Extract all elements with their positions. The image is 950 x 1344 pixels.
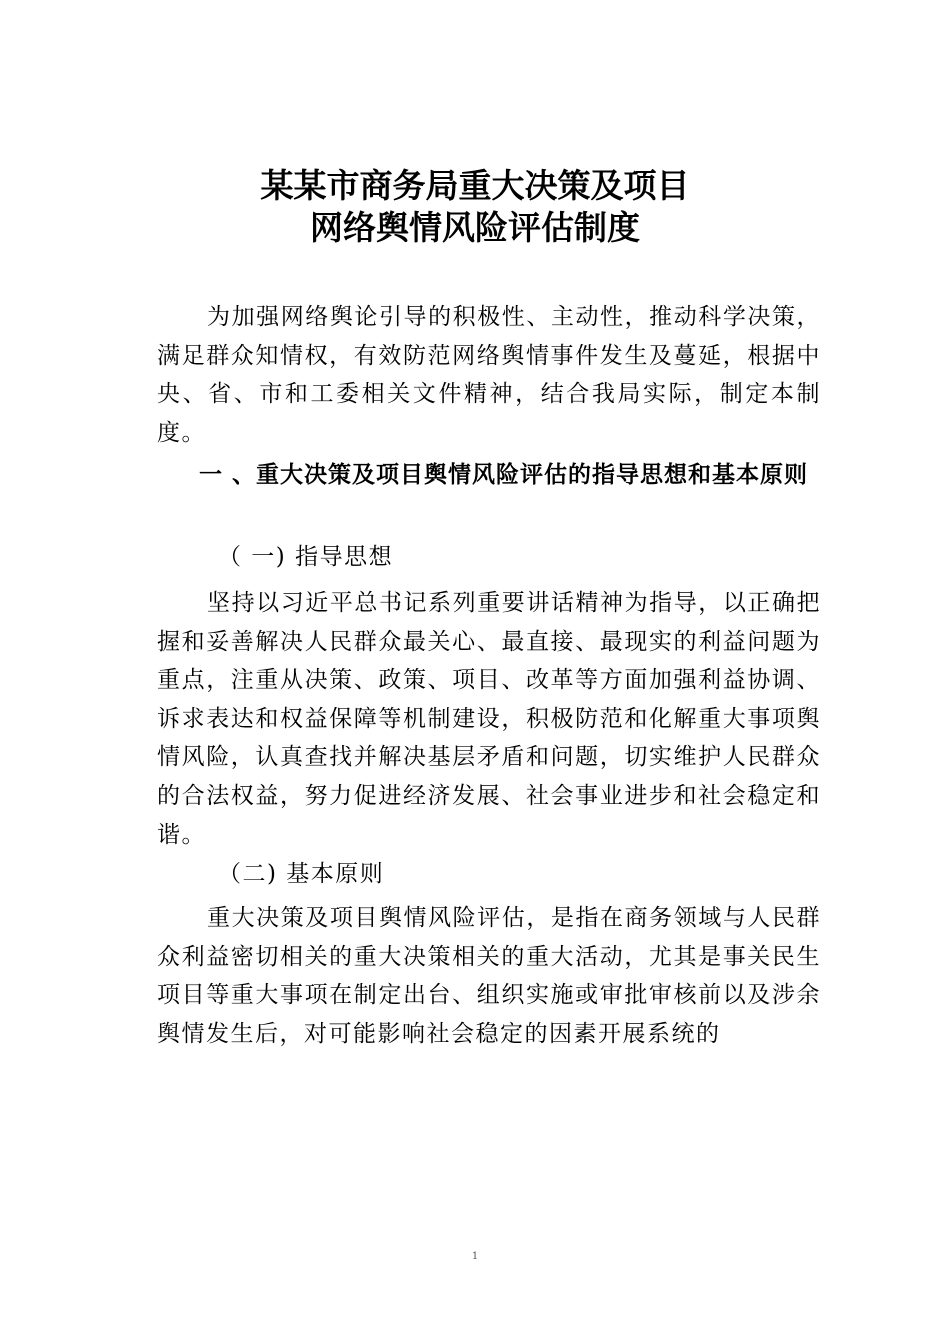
subsection-1-heading: （ 一) 指导思想 — [218, 544, 394, 570]
subsection-2-heading: （二) 基本原则 — [218, 861, 385, 887]
document-title-line-1: 某某市商务局重大决策及项目 — [260, 166, 690, 205]
page-number: 1 — [471, 1251, 479, 1262]
document-title-line-2: 网络舆情风险评估制度 — [310, 208, 640, 247]
intro-paragraph: 为加强网络舆论引导的积极性、主动性，推动科学决策，满足群众知情权，有效防范网络舆情事件发生及蔓延，根据中央、省、市和工委相关文件精神，结合我局实际，制定本制度。 — [157, 304, 821, 446]
section-1-heading: 一 、重大决策及项目舆情风险评估的指导思想和基本原则 — [199, 462, 809, 488]
subsection-1-paragraph: 坚持以习近平总书记系列重要讲话精神为指导，以正确把握和妥善解决人民群众最关心、最直接、最现实的利益问题为重点，注重从决策、政策、项目、改革等方面加强利益协调、诉求表达和权益保障等机制建设，积极防范和化解重大事项舆情风险，认真查找并解决基层矛盾和问题，切实维护人民群众的合法权益，努力促进经济发展、社会事业进步和社会稳定和谐。 — [157, 590, 821, 848]
subsection-2-paragraph: 重大决策及项目舆情风险评估，是指在商务领域与人民群众利益密切相关的重大决策相关的重大活动，尤其是事关民生项目等重大事项在制定出台、组织实施或审批审核前以及涉余舆情发生后，对可能影响社会稳定的因素开展系统的 — [157, 905, 821, 1047]
